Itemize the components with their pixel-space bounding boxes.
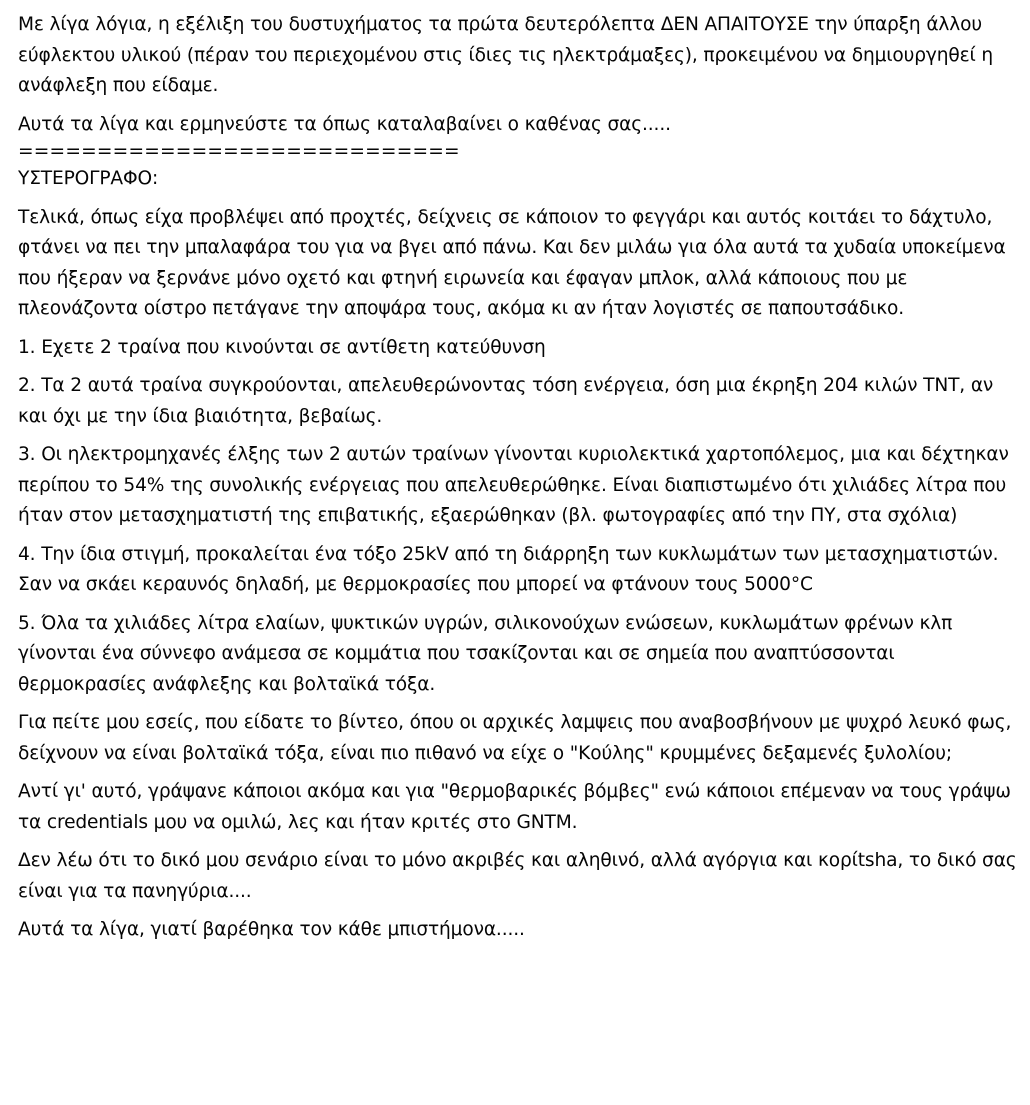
separator-line: ============================ <box>18 141 460 162</box>
postscript-heading: ΥΣΤΕΡΟΓΡΑΦΟ: <box>18 168 159 189</box>
paragraph-instead: Αντί γι' αυτό, γράψανε κάποιοι ακόμα και για "θερμοβαρικές βόμβες" ενώ κάποιοι επέμεναν να τους γράψω τα credentials μου να ομιλώ, λες και ήταν κριτές στο GNTM. <box>18 781 1011 833</box>
list-item-3: 3. Οι ηλεκτρομηχανές έλξης των 2 αυτών τραίνων γίνονται κυριολεκτικά χαρτοπόλεμος, μια και δέχτηκαν περίπου το 54% της συνολικής ενέργειας που απελευθερώθηκε. Είναι διαπιστωμένο ότι χιλιάδες λίτρα που ήταν στον μετασχηματιστή της επιβατικής, εξαερώθηκαν (βλ. φωτογραφίες από την ΠΥ, στα σχόλια) <box>18 444 1009 526</box>
paragraph-summary: Με λίγα λόγια, η εξέλιξη του δυστυχήματος τα πρώτα δευτερόλεπτα ΔΕΝ ΑΠΑΙΤΟΥΣΕ την ύπαρξη άλλου εύφλεκτου υλικού (πέραν του περιεχομένου στις ίδιες τις ηλεκτράμαξες), προκειμένου να δημιουργηθεί η ανάφλεξη που είδαμε. <box>18 14 994 96</box>
paragraph-scenario: Δεν λέω ότι το δικό μου σενάριο είναι το μόνο ακριβές και αληθινό, αλλά αγόργια και κορίtsha, το δικό σας είναι για τα πανηγύρια.... <box>18 850 1017 902</box>
list-item-2: 2. Τα 2 αυτά τραίνα συγκρούονται, απελευθερώνοντας τόση ενέργεια, όση μια έκρηξη 204 κιλών TNT, αν και όχι με την ίδια βιαιότητα, βεβαίως. <box>18 375 994 427</box>
paragraph-interpret: Αυτά τα λίγα και ερμηνεύστε τα όπως καταλαβαίνει ο καθένας σας..... <box>18 113 671 135</box>
paragraph-question: Για πείτε μου εσείς, που είδατε το βίντεο, όπου οι αρχικές λαμψεις που αναβοσβήνουν με ψυχρό λευκό φως, δείχνουν να είναι βολταϊκά τόξα, είναι πιο πιθανό να είχε ο "Κούλης" κρυμμένες δεξαμενές ξυλολίου; <box>18 712 1012 764</box>
list-item-1: 1. Εχετε 2 τραίνα που κινούνται σε αντίθετη κατεύθυνση <box>18 336 546 358</box>
list-item-4: 4. Την ίδια στιγμή, προκαλείται ένα τόξο 25kV από τη διάρρηξη των κυκλωμάτων των μετασχηματιστών. Σαν να σκάει κεραυνός δηλαδή, με θερμοκρασίες που μπορεί να φτάνουν τους 5000°C <box>18 543 999 595</box>
list-item-5: 5. Όλα τα χιλιάδες λίτρα ελαίων, ψυκτικών υγρών, σιλικονούχων ενώσεων, κυκλωμάτων φρένων κλπ γίνονται ένα σύννεφο ανάμεσα σε κομμάτια που τσακίζονται και σε σημεία που αναπτύσσονται θερμοκρασίες ανάφλεξης και βολταϊκά τόξα. <box>18 612 953 695</box>
paragraph-postscript: Τελικά, όπως είχα προβλέψει από προχτές, δείχνεις σε κάποιον το φεγγάρι και αυτός κοιτάει το δάχτυλο, φτάνει να πει την μπαλαφάρα του για να βγει από πάνω. Και δεν μιλάω για όλα αυτά τα χυδαία υποκείμενα που ήξεραν να ξερνάνε μόνο οχετό και φτηνή ειρωνεία και έφαγαν μπλοκ, αλλά κάποιους που με πλεονάζοντα οίστρο πετάγανε την αποψάρα τους, ακόμα κι αν ήταν λογιστές σε παπουτσάδικο. <box>18 206 1006 319</box>
paragraph-closing: Αυτά τα λίγα, γιατί βαρέθηκα τον κάθε μπιστήμονα..... <box>18 919 525 940</box>
